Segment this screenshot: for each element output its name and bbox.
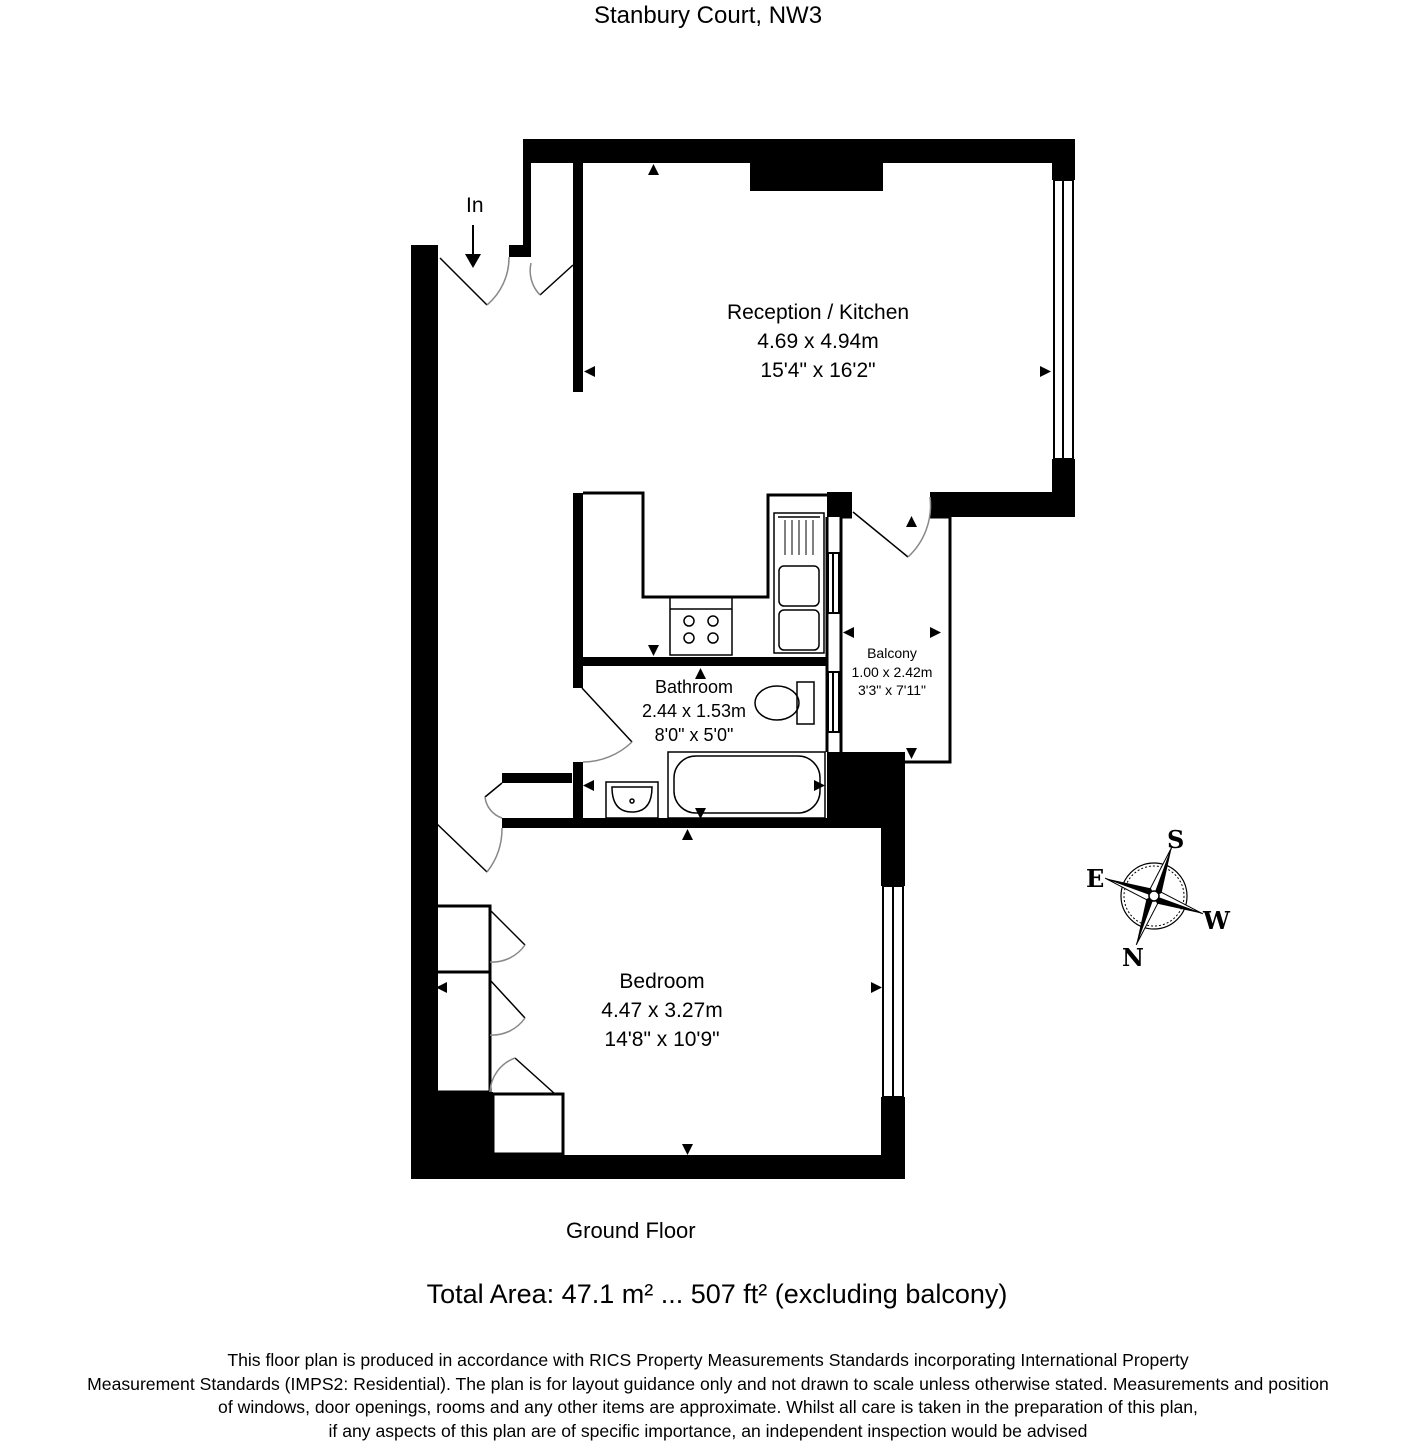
compass-west-label: W [1203, 906, 1230, 935]
room-size-metric: 1.00 x 2.42m [851, 663, 933, 680]
floor-label: Ground Floor [566, 1218, 696, 1243]
disclaimer-line: if any aspects of this plan are of specific importance, an independent inspection would be advised [328, 1420, 1088, 1441]
compass-rose-icon [1087, 829, 1220, 962]
room-size-imperial: 3'3" x 7'11" [858, 682, 926, 698]
room-name: Bathroom [654, 677, 734, 697]
room-label-balcony [832, 644, 952, 700]
compass-east-label: E [1086, 864, 1105, 893]
room-label-reception-kitchen [668, 298, 968, 385]
hob-icon [670, 597, 732, 655]
room-name: Bedroom [619, 970, 705, 993]
room-size-imperial: 14'8" x 10'9" [604, 1028, 720, 1051]
room-size-imperial: 15'4" x 16'2" [760, 359, 876, 382]
total-area: Total Area: 47.1 m² ... 507 ft² (excluding balcony) [426, 1279, 1008, 1309]
entrance-arrow-icon [465, 225, 481, 268]
disclaimer-line: Measurement Standards (IMPS2: Residential). The plan is for layout guidance only and not drawn to scale unless otherwise stated. Measurements and position [87, 1373, 1329, 1394]
room-name: Balcony [867, 645, 917, 661]
entrance-label: In [466, 194, 484, 217]
compass-north-label: N [1122, 943, 1144, 972]
room-size-metric: 4.69 x 4.94m [757, 330, 879, 353]
compass-south-label: S [1167, 825, 1185, 854]
room-label-bedroom [512, 967, 812, 1054]
room-size-imperial: 8'0" x 5'0" [654, 725, 734, 745]
room-size-metric: 4.47 x 3.27m [601, 999, 723, 1022]
room-name: Reception / Kitchen [726, 301, 910, 324]
bath-icon [668, 752, 825, 818]
disclaimer-line: This floor plan is produced in accordance with RICS Property Measurements Standards incorporating International Property [227, 1350, 1189, 1370]
room-size-metric: 2.44 x 1.53m [641, 701, 747, 721]
disclaimer [0, 1349, 1416, 1443]
plan-title: Stanbury Court, NW3 [593, 2, 823, 29]
room-label-bathroom [594, 675, 794, 747]
disclaimer-line: of windows, door openings, rooms and any other items are approximate. Whilst all care is taken in the preparation of this plan, [218, 1397, 1198, 1417]
